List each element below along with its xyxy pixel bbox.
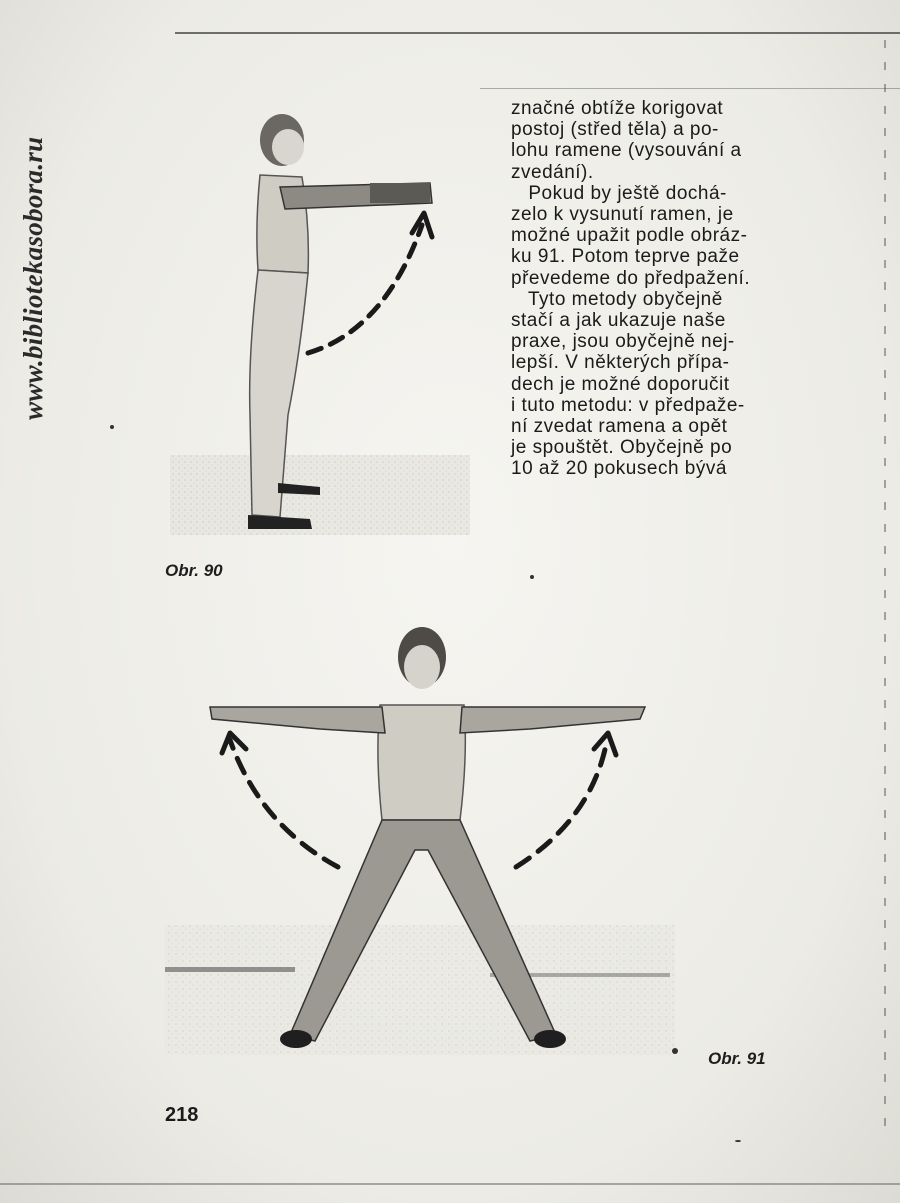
text-line: lohu ramene (vysouvání a (511, 140, 742, 162)
figure-90-illustration (160, 95, 480, 555)
text-line: ní zvedat ramena a opět (511, 416, 728, 438)
figure-91-illustration (160, 595, 680, 1065)
text-line: Tyto metody obyčejně (511, 288, 723, 310)
text-line: postoj (střed těla) a po- (511, 119, 719, 141)
text-line: dech je možné doporučit (511, 373, 730, 395)
scan-speck (530, 575, 534, 579)
text-line: stačí a jak ukazuje naše (511, 310, 726, 332)
text-line: možné upažit podle obráz- (511, 225, 748, 247)
text-line: je spouštět. Obyčejně po (511, 437, 733, 459)
text-line: i tuto metodu: v předpaže- (511, 394, 745, 416)
text-line: praxe, jsou obyčejně nej- (511, 331, 735, 353)
page-right-edge (884, 40, 886, 1140)
text-line: zvedání). (511, 161, 594, 183)
top-rule (175, 32, 900, 34)
text-line: převedeme do předpažení. (511, 267, 751, 289)
body-text-column (511, 98, 806, 480)
text-line: 10 až 20 pokusech bývá (511, 458, 727, 480)
text-line: zelo k vysunutí ramen, je (511, 204, 734, 226)
page-bottom-edge (0, 1183, 900, 1185)
scan-speck (110, 425, 114, 429)
scan-speck (735, 1140, 741, 1142)
page-number: 218 (165, 1104, 199, 1126)
text-line: Pokud by ještě dochá- (511, 182, 727, 204)
figure-90-caption: Obr. 90 (165, 561, 223, 580)
scan-speck (672, 1048, 678, 1054)
text-line: lepší. V některých přípa- (511, 352, 730, 374)
figure-91-caption: Obr. 91 (708, 1049, 766, 1068)
text-line: ku 91. Potom teprve paže (511, 246, 740, 268)
watermark-url: www.bibliotekasobora.ru (18, 136, 48, 420)
top-rule-secondary (480, 88, 900, 89)
text-line: značné obtíže korigovat (511, 98, 724, 119)
